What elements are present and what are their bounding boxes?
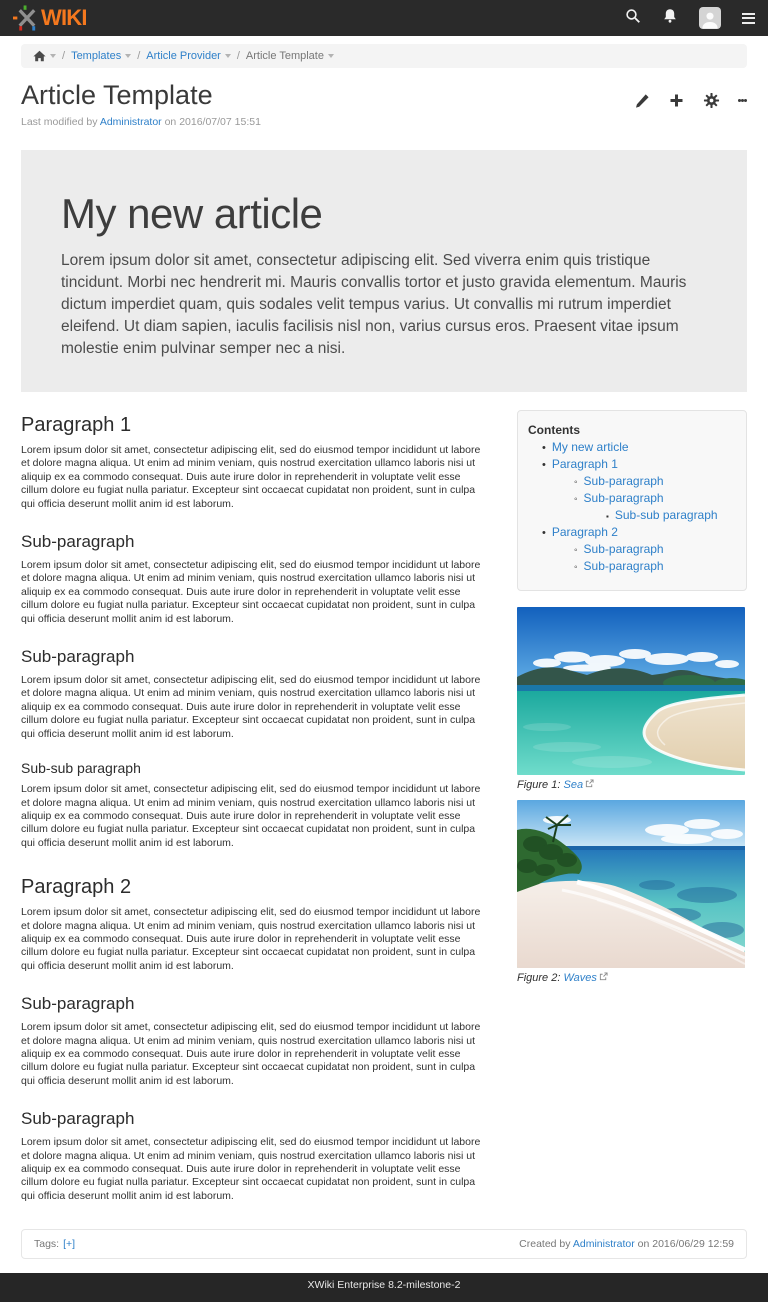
- breadcrumb-home[interactable]: [33, 50, 56, 62]
- more-actions-kebab-button[interactable]: [738, 97, 747, 103]
- version-footer-bar: [0, 1273, 768, 1302]
- toc-item: [528, 542, 736, 558]
- toc-link[interactable]: Paragraph 1: [551, 457, 618, 471]
- chevron-down-icon[interactable]: [225, 54, 231, 58]
- section-heading: Sub-paragraph: [21, 647, 135, 667]
- menu-hamburger-icon[interactable]: [742, 10, 755, 26]
- figure-waves: [517, 800, 747, 984]
- toc-link[interactable]: Sub-paragraph: [583, 559, 664, 573]
- xwiki-x-icon: [13, 5, 40, 31]
- created-by-user-link[interactable]: Administrator: [572, 1238, 635, 1251]
- bullet-icon: [574, 491, 578, 507]
- notifications-bell-icon[interactable]: [662, 8, 678, 28]
- created-line: Created by Administrator on 2016/06/29 12:59: [519, 1238, 734, 1251]
- toc-link[interactable]: My new article: [551, 440, 629, 454]
- article-body: [21, 408, 489, 1203]
- breadcrumb-item-article-provider[interactable]: Article Provider: [146, 50, 231, 62]
- document-footer: [21, 1229, 747, 1259]
- figure-caption: Figure 2: Waves: [517, 972, 747, 984]
- section-paragraph: Lorem ipsum dolor sit amet, consectetur adipiscing elit, sed do eiusmod tempor incididunt ut labore et dolore magna aliqua. Ut enim ad minim veniam, quis nostrud exercitation ullamco laboris nisi ut aliquip ex ea commodo consequat. Duis aute irure dolor in reprehenderit in voluptate velit esse cillum dolore eu fugiat nulla pariatur. Excepteur sint occaecat cupidatat non proident, sunt in culpa qui officia deserunt mollit anim id est laborum.: [21, 559, 481, 625]
- bullet-icon: [574, 542, 578, 558]
- section-paragraph: Lorem ipsum dolor sit amet, consectetur adipiscing elit, sed do eiusmod tempor incididunt ut labore et dolore magna aliqua. Ut enim ad minim veniam, quis nostrud exercitation ullamco laboris nisi ut aliquip ex ea commodo consequat. Duis aute irure dolor in reprehenderit in voluptate velit esse cillum dolore eu fugiat nulla pariatur. Excepteur sint occaecat cupidatat non proident, sunt in culpa qui officia deserunt mollit anim id est laborum.: [21, 444, 481, 510]
- toc-link[interactable]: Sub-sub paragraph: [614, 508, 718, 522]
- breadcrumb-separator: /: [137, 50, 141, 62]
- settings-gear-button[interactable]: [703, 92, 720, 109]
- section-heading: Paragraph 2: [21, 876, 132, 899]
- content-area: [0, 408, 768, 1203]
- toc-item: [528, 525, 736, 541]
- plus-icon: [668, 92, 685, 109]
- breadcrumb: [21, 44, 747, 68]
- chevron-down-icon[interactable]: [328, 54, 334, 58]
- search-icon[interactable]: [625, 8, 641, 29]
- version-text: XWiki Enterprise 8.2-milestone-2: [307, 1279, 461, 1292]
- section-heading: Sub-sub paragraph: [21, 760, 141, 777]
- user-avatar[interactable]: [699, 7, 721, 29]
- section-paragraph: Lorem ipsum dolor sit amet, consectetur adipiscing elit, sed do eiusmod tempor incididunt ut labore et dolore magna aliqua. Ut enim ad minim veniam, quis nostrud exercitation ullamco laboris nisi ut aliquip ex ea commodo consequat. Duis aute irure dolor in reprehenderit in voluptate velit esse cillum dolore eu fugiat nulla pariatur. Excepteur sint occaecat cupidatat non proident, sunt in culpa qui officia deserunt mollit anim id est laborum.: [21, 674, 481, 740]
- external-link-icon: [599, 972, 608, 981]
- edit-pencil-button[interactable]: [634, 93, 650, 109]
- breadcrumb-item-current: Article Template: [246, 50, 334, 62]
- toc-link[interactable]: Sub-paragraph: [583, 491, 664, 505]
- xwiki-logo[interactable]: [13, 5, 87, 31]
- right-sidebar: [517, 408, 747, 984]
- bullet-icon: [574, 474, 578, 490]
- figure-caption: Figure 1: Sea: [517, 779, 747, 791]
- contents-title: Contents: [528, 423, 580, 437]
- navbar-icons: [625, 7, 755, 29]
- logo-text: WIKI: [41, 5, 87, 30]
- person-icon: [699, 8, 721, 29]
- bullet-icon: [606, 508, 609, 524]
- section-paragraph: Lorem ipsum dolor sit amet, consectetur adipiscing elit, sed do eiusmod tempor incididunt ut labore et dolore magna aliqua. Ut enim ad minim veniam, quis nostrud exercitation ullamco laboris nisi ut aliquip ex ea commodo consequat. Duis aute irure dolor in reprehenderit in voluptate velit esse cillum dolore eu fugiat nulla pariatur. Excepteur sint occaecat cupidatat non proident, sunt in culpa qui officia deserunt mollit anim id est laborum.: [21, 783, 481, 849]
- page-header: [0, 68, 768, 128]
- tags-label: Tags:: [34, 1238, 60, 1251]
- last-modified-line: Last modified by Administrator on 2016/07/07 15:51: [21, 116, 261, 128]
- figure-image-waves[interactable]: [517, 800, 745, 968]
- bullet-icon: [574, 559, 578, 575]
- toc-link[interactable]: Sub-paragraph: [583, 542, 664, 556]
- toc-link[interactable]: Paragraph 2: [551, 525, 618, 539]
- section-heading: Sub-paragraph: [21, 994, 135, 1014]
- top-navbar: [0, 0, 768, 36]
- figure-sea-link[interactable]: Sea: [563, 779, 584, 791]
- section-heading: Sub-paragraph: [21, 1109, 135, 1129]
- hero-title: My new article: [61, 190, 323, 237]
- pencil-icon: [634, 93, 650, 109]
- section-paragraph: Lorem ipsum dolor sit amet, consectetur adipiscing elit, sed do eiusmod tempor incididunt ut labore et dolore magna aliqua. Ut enim ad minim veniam, quis nostrud exercitation ullamco laboris nisi ut aliquip ex ea commodo consequat. Duis aute irure dolor in reprehenderit in voluptate velit esse cillum dolore eu fugiat nulla pariatur. Excepteur sint occaecat cupidatat non proident, sunt in culpa qui officia deserunt mollit anim id est laborum.: [21, 1136, 481, 1202]
- section-heading: Sub-paragraph: [21, 532, 135, 552]
- toc-item: [528, 474, 736, 490]
- hero-paragraph: Lorem ipsum dolor sit amet, consectetur adipiscing elit. Sed viverra enim quis tristique tincidunt. Morbi nec hendrerit mi. Mauris convallis tortor et justo gravida elementum. Mauris dictum imperdiet quam, quis sodales velit tempus varius. Ut convallis mi rutrum imperdiet eleifend. Ut diam sapien, iaculis facilisis nisl non, varius cursus eros. Praesent vitae ipsum molestie enim pulvinar semper nec a nisi.: [61, 252, 687, 357]
- breadcrumb-separator: /: [236, 50, 240, 62]
- toc-link[interactable]: Sub-paragraph: [583, 474, 664, 488]
- section-paragraph: Lorem ipsum dolor sit amet, consectetur adipiscing elit, sed do eiusmod tempor incididunt ut labore et dolore magna aliqua. Ut enim ad minim veniam, quis nostrud exercitation ullamco laboris nisi ut aliquip ex ea commodo consequat. Duis aute irure dolor in reprehenderit in voluptate velit esse cillum dolore eu fugiat nulla pariatur. Excepteur sint occaecat cupidatat non proident, sunt in culpa qui officia deserunt mollit anim id est laborum.: [21, 1021, 481, 1087]
- toc-item: [528, 508, 736, 524]
- gear-icon: [703, 92, 720, 109]
- external-link-icon: [585, 779, 594, 788]
- article-hero: [21, 150, 747, 392]
- section-heading: Paragraph 1: [21, 414, 132, 436]
- toc-item: [528, 491, 736, 507]
- contents-panel: [517, 410, 747, 591]
- home-icon: [33, 50, 46, 62]
- chevron-down-icon[interactable]: [50, 54, 56, 58]
- modified-by-user-link[interactable]: Administrator: [99, 116, 162, 128]
- section-paragraph: Lorem ipsum dolor sit amet, consectetur adipiscing elit, sed do eiusmod tempor incididunt ut labore et dolore magna aliqua. Ut enim ad minim veniam, quis nostrud exercitation ullamco laboris nisi ut aliquip ex ea commodo consequat. Duis aute irure dolor in reprehenderit in voluptate velit esse cillum dolore eu fugiat nulla pariatur. Excepteur sint occaecat cupidatat non proident, sunt in culpa qui officia deserunt mollit anim id est laborum.: [21, 906, 481, 972]
- add-tag-button[interactable]: [+]: [63, 1238, 76, 1251]
- bullet-icon: [542, 457, 546, 473]
- page-actions: [634, 78, 747, 109]
- breadcrumb-item-templates[interactable]: Templates: [71, 50, 131, 62]
- page-title: Article Template: [21, 80, 213, 110]
- figure-sea: [517, 607, 747, 791]
- create-plus-button[interactable]: [668, 92, 685, 109]
- toc-item: [528, 440, 736, 456]
- toc-list: [528, 440, 736, 575]
- breadcrumb-separator: /: [62, 50, 66, 62]
- figure-image-sea[interactable]: [517, 607, 745, 775]
- bullet-icon: [542, 525, 546, 541]
- chevron-down-icon[interactable]: [125, 54, 131, 58]
- bullet-icon: [542, 440, 546, 456]
- toc-item: [528, 559, 736, 575]
- toc-item: [528, 457, 736, 473]
- figure-waves-link[interactable]: Waves: [563, 972, 597, 984]
